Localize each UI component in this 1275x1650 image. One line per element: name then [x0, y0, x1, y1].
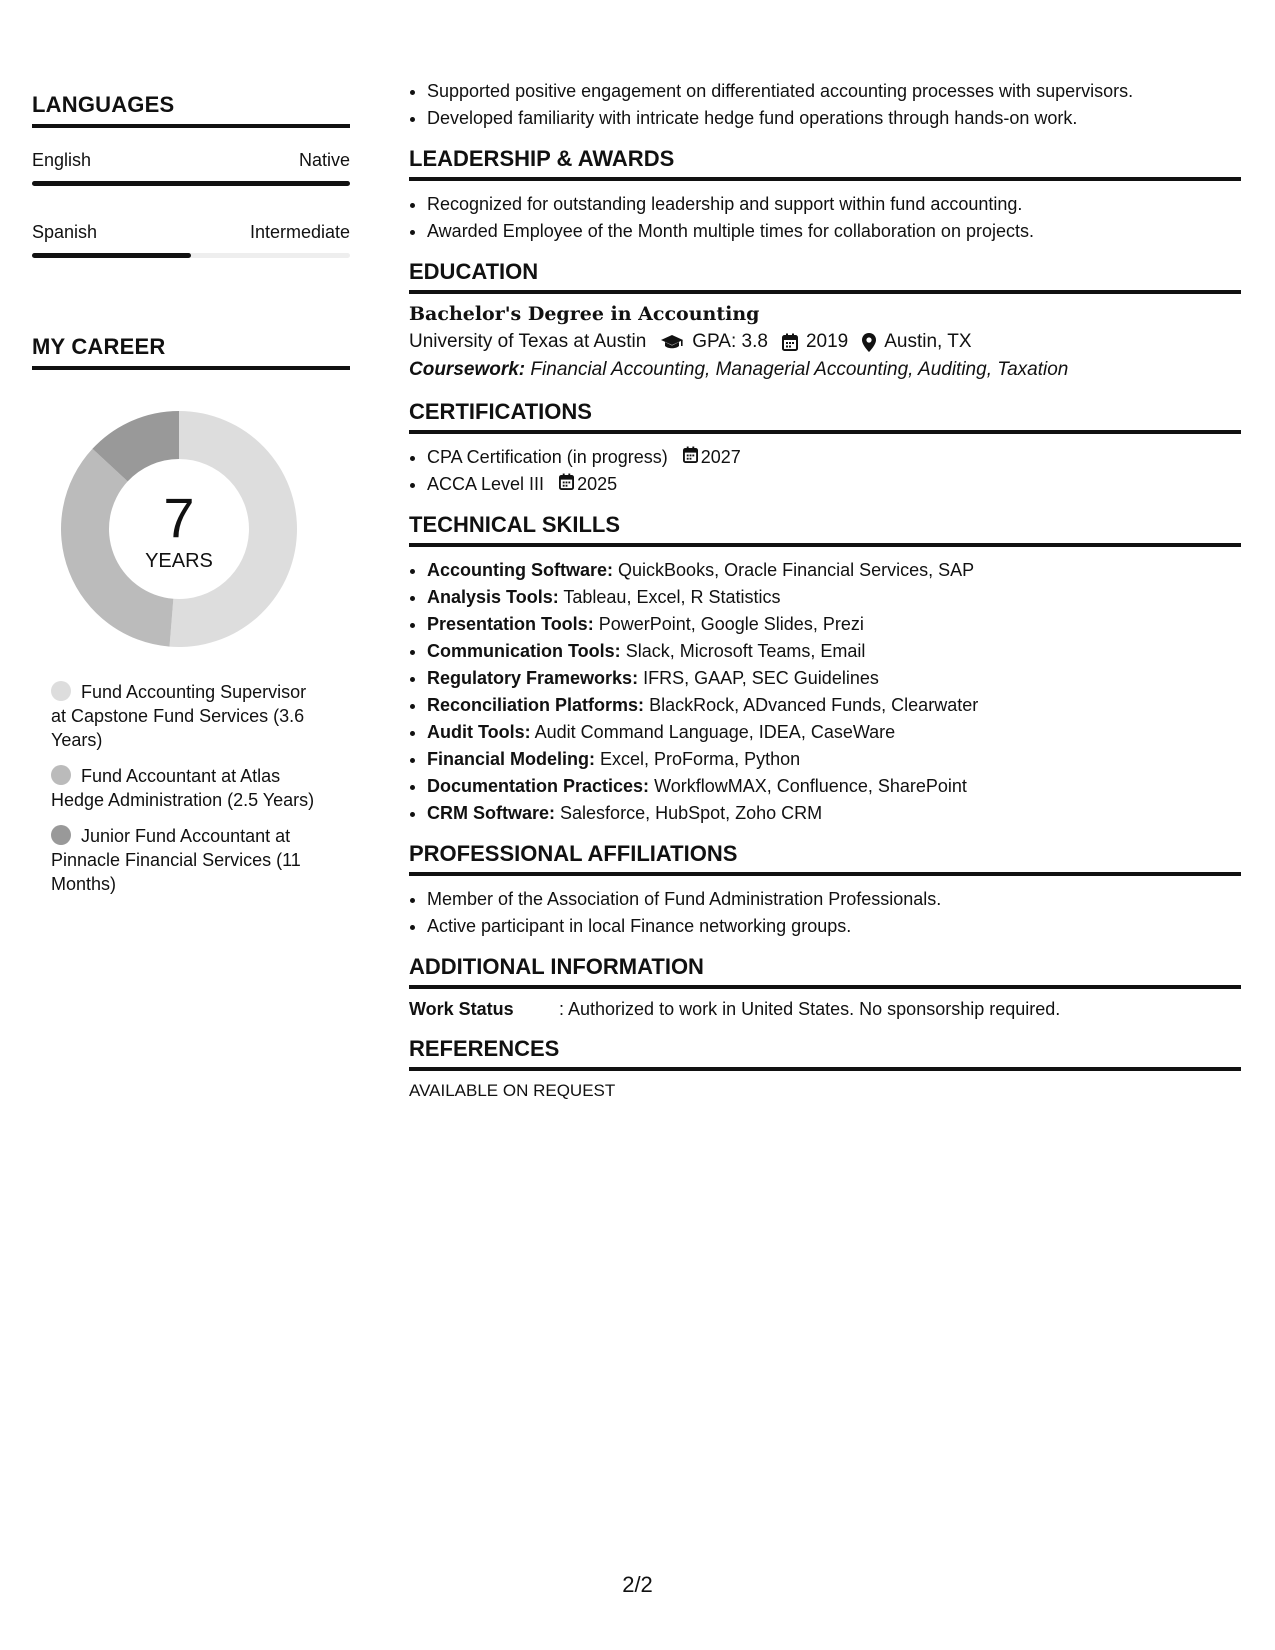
skill-value: Slack, Microsoft Teams, Email — [625, 641, 866, 661]
career-legend-text: Junior Fund Accountant at Pinnacle Financial Services (11 Months) — [51, 826, 301, 894]
coursework-label: Coursework: — [409, 359, 526, 380]
experience-bullet: • Developed familiarity with intricate hedge fund operations through hands-on work. — [427, 105, 1241, 132]
language-level: Native — [298, 150, 350, 170]
affiliations-heading: PROFESSIONAL AFFILIATIONS — [409, 841, 1241, 876]
skill-value: Salesforce, HubSpot, Zoho CRM — [560, 803, 823, 823]
skill-value: WorkflowMAX, Confluence, SharePoint — [654, 776, 967, 796]
certifications-section — [409, 399, 1241, 498]
skill-label: Audit Tools: — [427, 722, 531, 742]
graduation-cap-icon — [660, 334, 684, 350]
language-level: Intermediate — [249, 222, 350, 242]
affiliations-section — [409, 841, 1241, 940]
career-section — [32, 334, 350, 896]
skill-label: Presentation Tools: — [427, 614, 594, 634]
career-legend-item — [51, 764, 321, 812]
skill-label: Analysis Tools: — [427, 587, 559, 607]
skill-label: Financial Modeling: — [427, 749, 596, 769]
skills-section — [409, 512, 1241, 827]
skill-value: Tableau, Excel, R Statistics — [563, 587, 781, 607]
skill-label: Communication Tools: — [427, 641, 621, 661]
skill-item — [427, 746, 1241, 773]
skill-value: IFRS, GAAP, SEC Guidelines — [643, 668, 879, 688]
leadership-section — [409, 146, 1241, 245]
skill-item — [427, 557, 1241, 584]
education-degree: Bachelor's Degree in Accounting — [409, 303, 760, 325]
career-legend-item — [51, 680, 321, 752]
certification-name: CPA Certification (in progress) — [427, 447, 668, 467]
skill-item — [427, 611, 1241, 638]
experience-bullet: • Supported positive engagement on differentiated accounting processes with supervisors. — [427, 78, 1241, 105]
certification-item — [427, 471, 1241, 498]
map-pin-icon — [862, 333, 876, 352]
career-donut-chart — [54, 404, 304, 654]
affiliation-item: • Member of the Association of Fund Administration Professionals. — [427, 886, 1241, 913]
certification-name: ACCA Level III — [427, 474, 545, 494]
leadership-heading: LEADERSHIP & AWARDS — [409, 146, 1241, 181]
certifications-list — [409, 444, 1241, 498]
skill-label: Accounting Software: — [427, 560, 614, 580]
legend-dot-icon — [51, 825, 71, 845]
left-column — [32, 92, 350, 908]
skill-item — [427, 665, 1241, 692]
language-proficiency-fill — [32, 253, 191, 258]
affiliations-list — [409, 886, 1241, 940]
career-legend-text: Fund Accountant at Atlas Hedge Administration (2.5 Years) — [51, 766, 315, 810]
certification-year: 2027 — [700, 447, 741, 467]
leadership-bullet: • Awarded Employee of the Month multiple times for collaboration on projects. — [427, 218, 1241, 245]
work-status-value: : Authorized to work in United States. No sponsorship required. — [559, 999, 1061, 1019]
work-status — [409, 999, 1241, 1020]
languages-heading: LANGUAGES — [32, 92, 350, 128]
leadership-bullet: • Recognized for outstanding leadership and support within fund accounting. — [427, 191, 1241, 218]
education-coursework — [409, 359, 1241, 381]
certification-year: 2025 — [577, 474, 618, 494]
skill-value: PowerPoint, Google Slides, Prezi — [598, 614, 864, 634]
skill-label: Regulatory Frameworks: — [427, 668, 639, 688]
calendar-icon — [559, 473, 574, 490]
career-legend — [51, 680, 321, 896]
career-total-years: 7 — [163, 486, 195, 549]
work-status-label: Work Status — [409, 999, 514, 1019]
career-legend-text: Fund Accounting Supervisor at Capstone Fund Services (3.6 Years) — [51, 682, 307, 750]
career-heading: MY CAREER — [32, 334, 350, 370]
skill-item — [427, 638, 1241, 665]
career-years-unit: YEARS — [145, 550, 213, 572]
education-school: University of Texas at Austin — [409, 331, 647, 352]
skill-label: CRM Software: — [427, 803, 556, 823]
right-column — [409, 78, 1241, 1101]
skill-value: QuickBooks, Oracle Financial Services, SAP — [618, 560, 975, 580]
skill-label: Reconciliation Platforms: — [427, 695, 645, 715]
skill-item — [427, 692, 1241, 719]
language-item — [32, 150, 350, 186]
references-text: AVAILABLE ON REQUEST — [409, 1081, 616, 1100]
calendar-icon — [683, 446, 698, 463]
education-details — [409, 331, 1241, 353]
language-proficiency-bar — [32, 181, 350, 186]
skill-value: Audit Command Language, IDEA, CaseWare — [534, 722, 896, 742]
legend-dot-icon — [51, 681, 71, 701]
calendar-icon — [782, 333, 798, 351]
references-heading: REFERENCES — [409, 1036, 1241, 1071]
language-proficiency-bar — [32, 253, 350, 258]
skill-item — [427, 584, 1241, 611]
education-section — [409, 259, 1241, 381]
skill-value: BlackRock, ADvanced Funds, Clearwater — [649, 695, 979, 715]
leadership-list — [409, 191, 1241, 245]
skills-heading: TECHNICAL SKILLS — [409, 512, 1241, 547]
references-section — [409, 1036, 1241, 1101]
donut-center — [54, 404, 304, 654]
skill-item — [427, 773, 1241, 800]
page-number: 2/2 — [622, 1572, 653, 1597]
education-year: 2019 — [805, 331, 849, 352]
coursework-value: Financial Accounting, Managerial Accounting, Auditing, Taxation — [530, 359, 1069, 380]
language-proficiency-fill — [32, 181, 350, 186]
education-heading: EDUCATION — [409, 259, 1241, 294]
legend-dot-icon — [51, 765, 71, 785]
language-name: Spanish — [32, 222, 98, 242]
additional-section — [409, 954, 1241, 1020]
skills-list — [409, 557, 1241, 827]
experience-bullets — [409, 78, 1241, 132]
language-name: English — [32, 150, 92, 170]
certification-item — [427, 444, 1241, 471]
skill-label: Documentation Practices: — [427, 776, 650, 796]
affiliation-item: • Active participant in local Finance networking groups. — [427, 913, 1241, 940]
skill-value: Excel, ProForma, Python — [600, 749, 801, 769]
career-legend-item — [51, 824, 321, 896]
additional-heading: ADDITIONAL INFORMATION — [409, 954, 1241, 989]
certifications-heading: CERTIFICATIONS — [409, 399, 1241, 434]
skill-item — [427, 800, 1241, 827]
skill-item — [427, 719, 1241, 746]
language-item — [32, 222, 350, 258]
education-location: Austin, TX — [884, 331, 972, 352]
education-gpa: GPA: 3.8 — [692, 331, 768, 352]
